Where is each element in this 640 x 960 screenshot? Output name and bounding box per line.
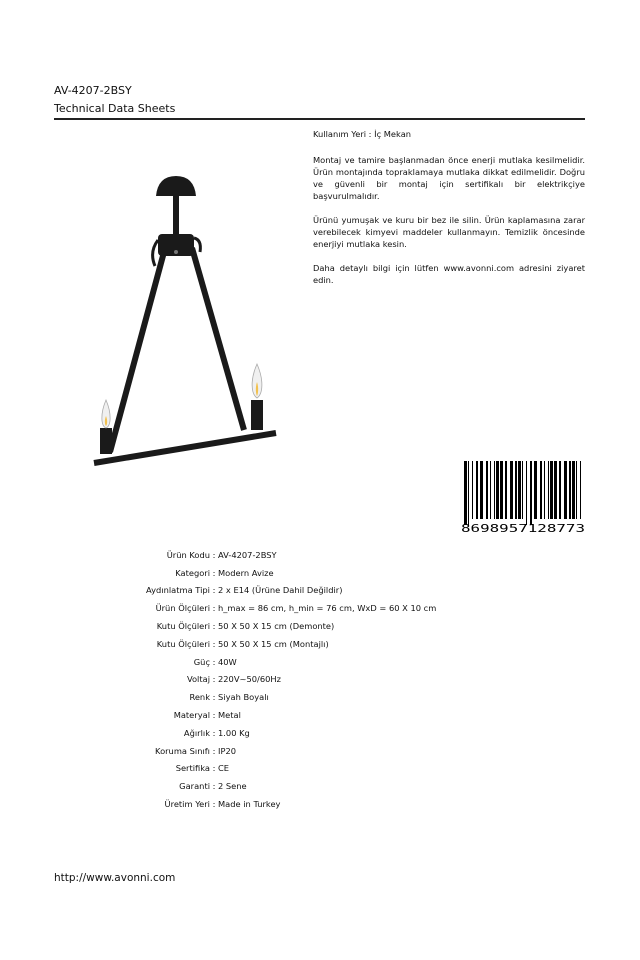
barcode-image: [460, 461, 586, 535]
barcode-bar: [540, 461, 542, 519]
spec-row: [90, 724, 570, 742]
spec-value: 1.00 Kg: [218, 727, 250, 738]
cleaning-instructions-text: Ürünü yumuşak ve kuru bir bez ile silin. Ürün kaplamasına zarar verebilecek kimyevi maddeler kullanmayın. Temizlik öncesinde enerjiyi mutlaka kesin.: [313, 215, 585, 249]
product-code-heading: AV-4207-2BSY: [54, 84, 132, 97]
spec-value: 50 X 50 X 15 cm (Montajlı): [218, 638, 329, 649]
spec-row: [90, 706, 570, 724]
barcode-bar: [526, 461, 527, 525]
notes-section: [313, 128, 585, 298]
spec-label: Kategori: [175, 567, 210, 578]
spec-separator: :: [212, 745, 216, 756]
barcode-bar: [468, 461, 469, 525]
spec-value: 40W: [218, 656, 237, 667]
spec-value: Made in Turkey: [218, 799, 281, 810]
more-info-text: Daha detaylı bilgi için lütfen www.avonni.com adresini ziyaret edin.: [313, 263, 585, 285]
spec-label: Sertifika: [175, 763, 210, 774]
barcode-digits: 8698957128773: [461, 523, 585, 535]
spec-label: Güç: [193, 656, 210, 667]
spec-label: Garanti: [179, 781, 210, 792]
spec-separator: :: [212, 674, 216, 685]
barcode-bar: [472, 461, 473, 519]
barcode-bar: [580, 461, 581, 519]
spec-label: Ürün Kodu: [166, 549, 210, 560]
barcode-bar: [515, 461, 517, 519]
barcode-bar: [500, 461, 503, 519]
spec-row: [90, 742, 570, 760]
spec-value: 50 X 50 X 15 cm (Demonte): [218, 621, 335, 632]
spec-label: Üretim Yeri: [164, 799, 210, 810]
spec-label: Ağırlık: [183, 727, 210, 738]
spec-value: 2 x E14 (Ürüne Dahil Değildir): [218, 585, 343, 596]
spec-separator: :: [212, 603, 216, 614]
spec-value: 220V~50/60Hz: [218, 674, 281, 685]
barcode-bar: [550, 461, 553, 519]
barcode-bar: [554, 461, 557, 519]
barcode-bar: [569, 461, 571, 519]
spec-row: [90, 617, 570, 635]
barcode-bar: [480, 461, 483, 519]
spec-row: [90, 777, 570, 795]
spec-separator: :: [212, 585, 216, 596]
barcode-bar: [490, 461, 491, 519]
installation-warning-text: Montaj ve tamire başlanmadan önce enerji mutlaka kesilmelidir. Ürün montajında topraklamaya mutlaka dikkat edilmelidir. Doğru ve güvenli bir montaj için sertifikalı bir elektrikçiye başvurulmalıdır.: [313, 155, 585, 201]
barcode-bar: [496, 461, 499, 519]
spec-label: Materyal: [173, 710, 210, 721]
usage-location-text: Kullanım Yeri : İç Mekan: [313, 129, 412, 139]
barcode-bar: [494, 461, 495, 519]
spec-separator: :: [212, 781, 216, 792]
spec-table: [90, 546, 570, 813]
spec-label: Voltaj: [186, 674, 210, 685]
spec-row: [90, 599, 570, 617]
spec-separator: :: [212, 692, 216, 703]
spec-label: Kutu Ölçüleri: [156, 621, 210, 632]
barcode-bar: [522, 461, 523, 519]
spec-value: AV-4207-2BSY: [218, 549, 277, 560]
barcode-bar: [534, 461, 537, 519]
spec-row: [90, 564, 570, 582]
spec-separator: :: [212, 763, 216, 774]
spec-row: [90, 688, 570, 706]
spec-row: [90, 546, 570, 564]
datasheet-subtitle: Technical Data Sheets: [54, 102, 176, 115]
barcode-bar: [530, 461, 532, 525]
barcode: [460, 461, 586, 539]
spec-label: Aydınlatma Tipi: [146, 585, 210, 596]
spec-separator: :: [212, 638, 216, 649]
spec-separator: :: [212, 799, 216, 810]
spec-row: [90, 635, 570, 653]
barcode-bar: [518, 461, 521, 519]
barcode-bar: [576, 461, 577, 519]
spec-row: [90, 795, 570, 813]
spec-separator: :: [212, 567, 216, 578]
barcode-bar: [544, 461, 545, 519]
spec-separator: :: [212, 710, 216, 721]
spec-label: Ürün Ölçüleri: [155, 603, 210, 614]
spec-value: Siyah Boyalı: [218, 692, 269, 703]
barcode-bar: [564, 461, 567, 519]
spec-separator: :: [212, 621, 216, 632]
barcode-bar: [559, 461, 561, 519]
spec-separator: :: [212, 549, 216, 560]
spec-separator: :: [212, 727, 216, 738]
spec-value: 2 Sene: [218, 781, 247, 792]
spec-row: [90, 760, 570, 778]
product-image: [86, 168, 286, 477]
spec-row: [90, 653, 570, 671]
spec-value: Metal: [218, 710, 241, 721]
barcode-bar: [476, 461, 478, 519]
barcode-bar: [464, 461, 467, 525]
spec-separator: :: [212, 656, 216, 667]
chandelier-illustration: [86, 168, 286, 473]
spec-row: [90, 582, 570, 600]
footer-website-link[interactable]: http://www.avonni.com: [54, 872, 176, 884]
spec-value: Modern Avize: [218, 567, 274, 578]
spec-value: h_max = 86 cm, h_min = 76 cm, WxD = 60 X 10 cm: [218, 603, 437, 614]
spec-label: Koruma Sınıfı: [155, 745, 210, 756]
spec-value: CE: [218, 763, 230, 774]
spec-label: Kutu Ölçüleri: [156, 638, 210, 649]
spec-label: Renk: [189, 692, 210, 703]
barcode-bar: [510, 461, 513, 519]
barcode-bar: [486, 461, 488, 519]
barcode-bar: [572, 461, 575, 519]
barcode-bar: [548, 461, 549, 519]
header-divider: [54, 118, 585, 120]
barcode-bar: [505, 461, 507, 519]
spec-row: [90, 671, 570, 689]
spec-value: IP20: [218, 745, 237, 756]
